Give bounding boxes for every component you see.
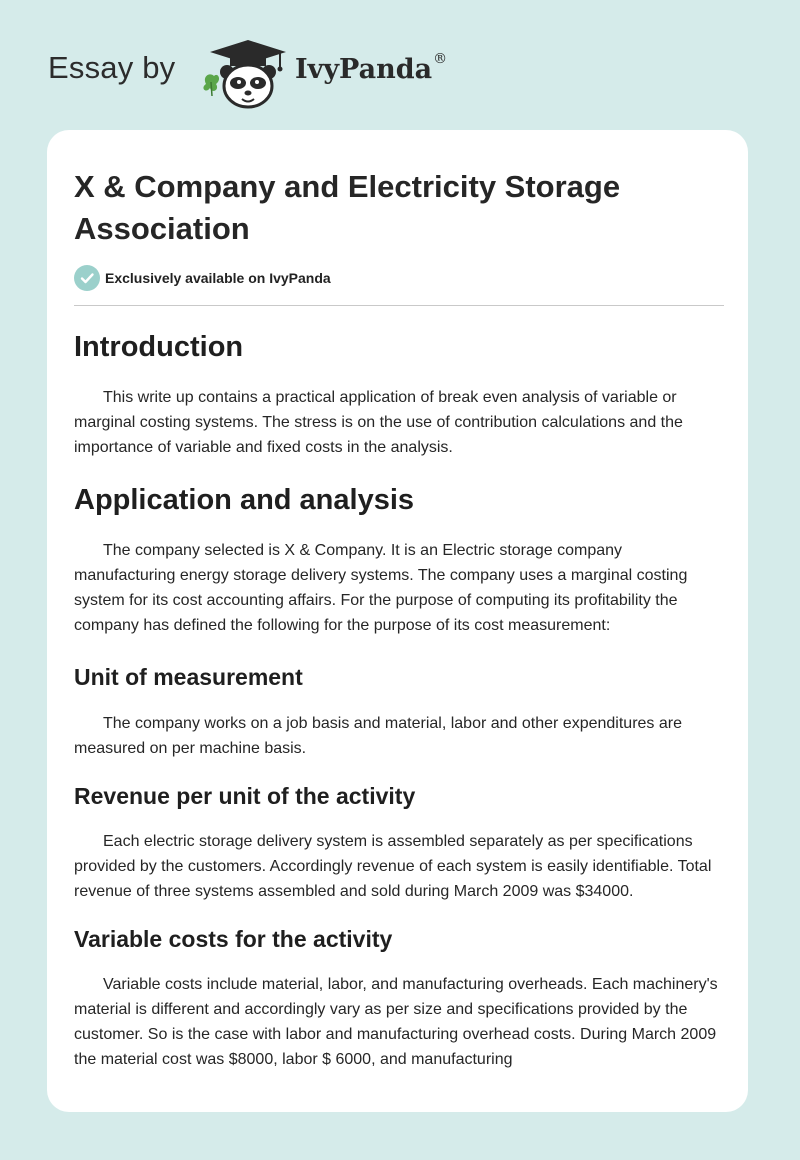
section-text-revenue: Each electric storage delivery system is assembled separately as per specifications provided by the customers. Accordingly revenue of each system is easily identifiable. Total revenue of three systems assembled and sold during March 2009 was $34000. bbox=[74, 833, 712, 900]
section-text-unit: The company works on a job basis and material, labor and other expenditures are measured on per machine basis. bbox=[74, 715, 682, 757]
essay-title-line-1: X & Company and Electricity Storage bbox=[74, 169, 621, 204]
divider bbox=[74, 305, 724, 306]
exclusive-badge bbox=[74, 264, 724, 292]
brand-name[interactable]: IvyPanda® bbox=[295, 51, 448, 85]
essay-by-label: Essay by bbox=[48, 50, 176, 85]
section-text-variable-costs: Variable costs include material, labor, and manufacturing overheads. Each machinery's material is different and accordingly vary as per size and specifications provided by the customer. So is the case with labor and manufacturing overhead costs. During March 2009 the material cost was $8000, labor $ 6000, and manufacturing bbox=[74, 976, 718, 1068]
section-text-application: The company selected is X & Company. It is an Electric storage company manufacturing energy storage delivery systems. The company uses a marginal costing system for its cost accounting affairs. For the purpose of computing its profitability the company has defined the following for the purpose of its cost measurement: bbox=[74, 542, 688, 634]
section-heading-variable-costs: Variable costs for the activity bbox=[74, 926, 393, 952]
section-heading-unit: Unit of measurement bbox=[74, 664, 303, 690]
essay-card bbox=[47, 130, 748, 1112]
site-header bbox=[48, 36, 548, 112]
section-heading-introduction: Introduction bbox=[74, 331, 244, 363]
section-heading-application: Application and analysis bbox=[74, 484, 415, 516]
section-heading-revenue: Revenue per unit of the activity bbox=[74, 783, 416, 809]
exclusive-label: Exclusively available on IvyPanda bbox=[105, 270, 331, 286]
section-text-introduction: This write up contains a practical application of break even analysis of variable or marginal costing systems. The stress is on the use of contribution calculations and the importance of variable and fixed costs in the analysis. bbox=[74, 389, 683, 456]
essay-title bbox=[74, 166, 724, 250]
checkmark-icon bbox=[74, 265, 100, 291]
essay-title-line-2: Association bbox=[74, 211, 250, 246]
panda-logo-icon[interactable] bbox=[200, 36, 290, 117]
